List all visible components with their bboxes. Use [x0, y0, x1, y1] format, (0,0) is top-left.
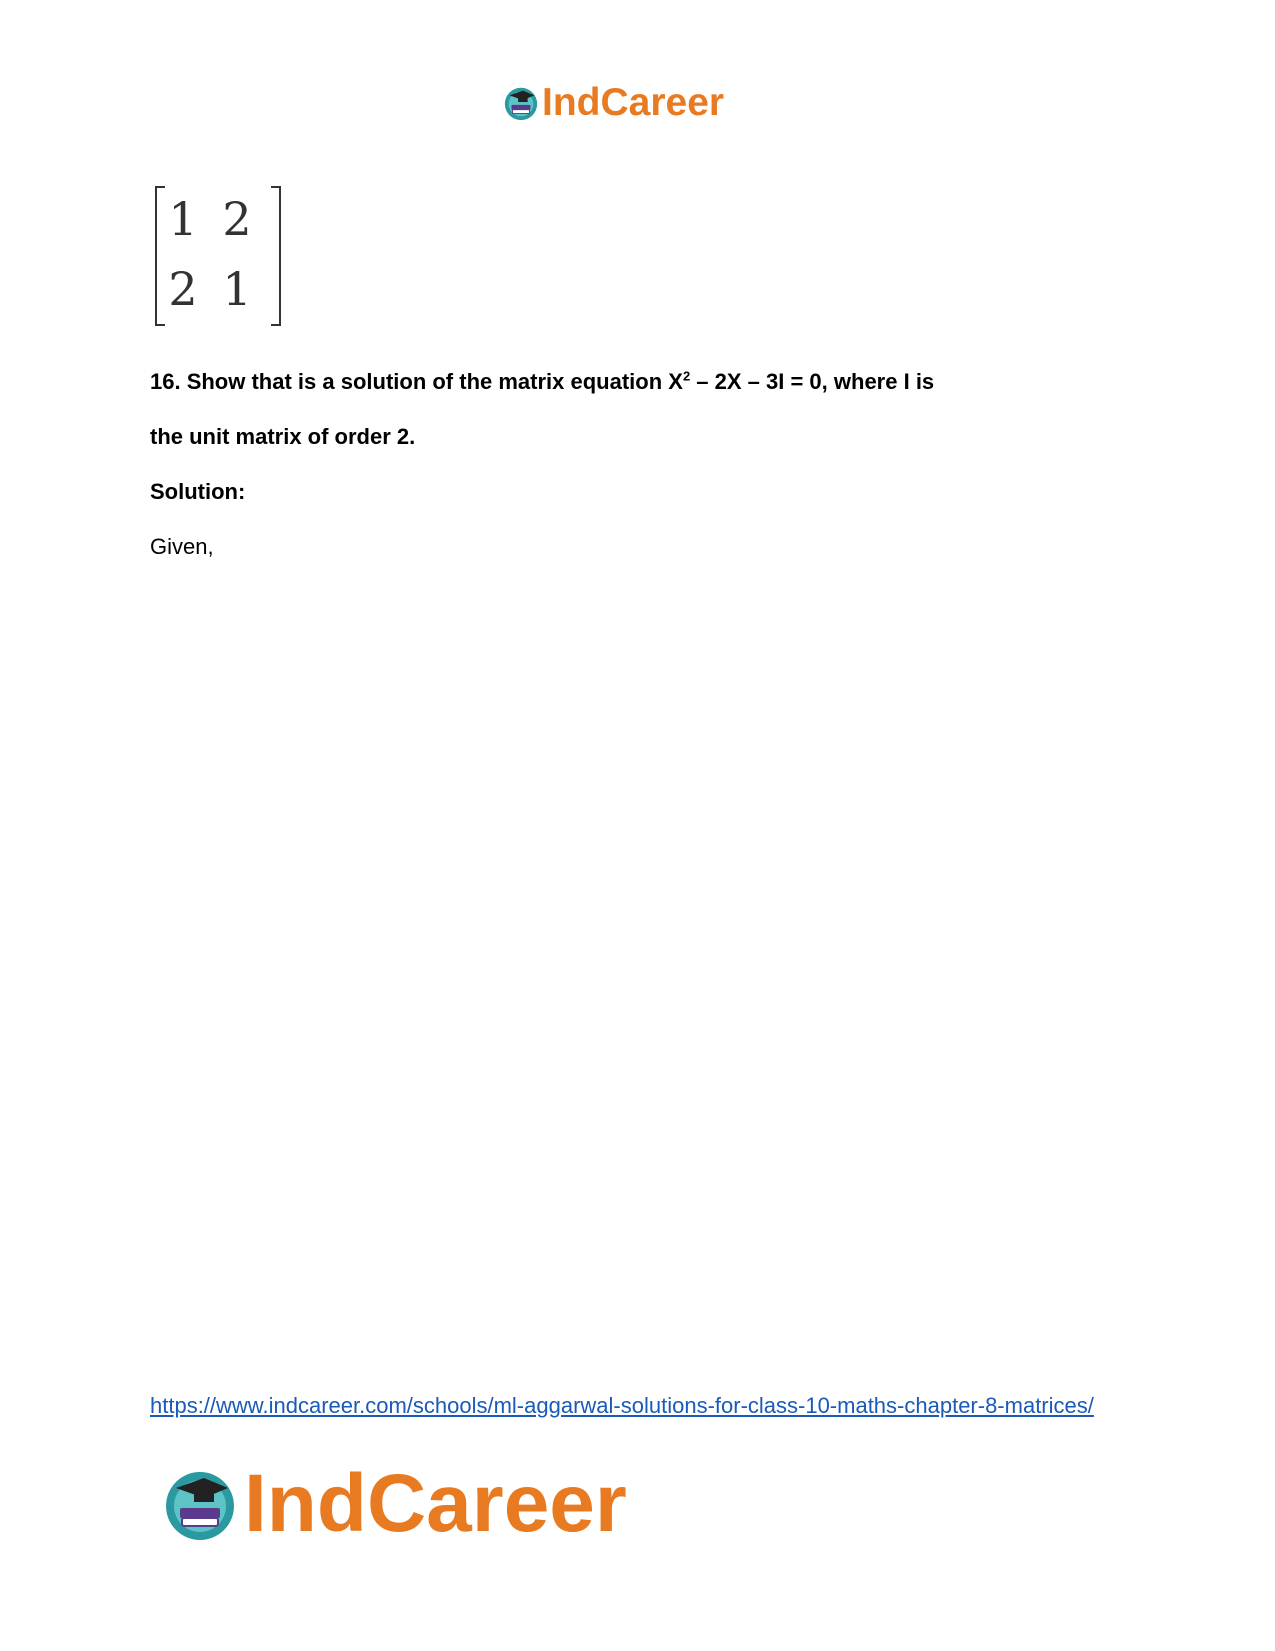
header-logo	[502, 80, 724, 126]
matrix-cell: 2	[168, 262, 198, 316]
question-text-part: 16. Show that is a solution of the matrix equation X	[150, 369, 683, 394]
question-line-1	[150, 369, 934, 395]
matrix-right-bracket	[271, 186, 281, 326]
matrix-cell: 1	[168, 192, 198, 246]
footer-logo	[160, 1458, 627, 1549]
source-link[interactable]: https://www.indcareer.com/schools/ml-aggarwal-solutions-for-class-10-maths-chapter-8-matrices/	[150, 1393, 1094, 1418]
question-text-part: – 2X – 3I = 0, where I is	[690, 369, 935, 394]
given-text: Given,	[150, 534, 214, 559]
matrix-cell: 1	[222, 262, 252, 316]
matrix-image	[155, 186, 281, 324]
question-line-2: the unit matrix of order 2.	[150, 424, 416, 449]
footer-logo-text: IndCareer	[244, 1458, 627, 1549]
matrix-cell: 2	[222, 192, 252, 246]
question-superscript: 2	[682, 368, 691, 384]
header-logo-text: IndCareer	[542, 81, 725, 124]
graduation-cap-globe-icon	[502, 84, 540, 122]
solution-label: Solution:	[150, 479, 246, 504]
graduation-cap-globe-icon	[160, 1464, 240, 1544]
